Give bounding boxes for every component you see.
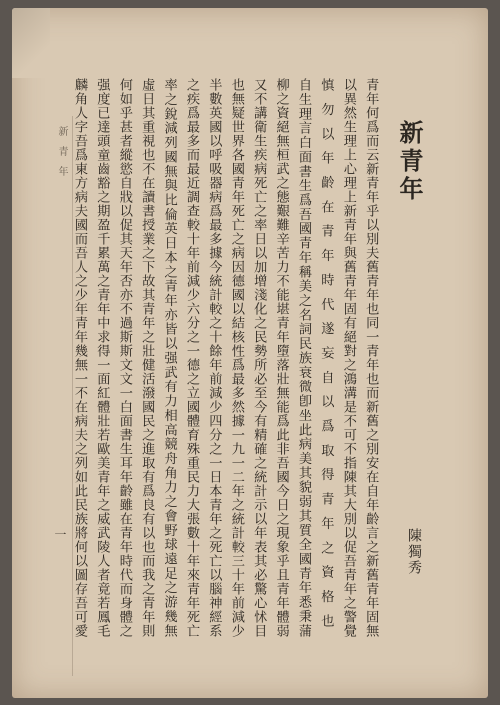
article-author: 陳獨秀 — [406, 528, 422, 576]
text-column: 麟角人字吾爲東方病夫國而吾人之少年青年幾無一不在病夫之列如此民族將何以圖存吾可愛 — [72, 78, 87, 638]
document-page — [12, 8, 488, 698]
text-column: 青年何爲而云新青年乎以別夫舊青年也同一青年也而新舊之別安在自年齡言之新舊青年固無 — [363, 78, 379, 638]
text-column: 虛日其重視也不在讀書授業之下故其青年之壯健活潑國民之進取有爲良有以也而我之青年則 — [139, 78, 155, 638]
text-column: 自生理言白面書生爲吾國青年稱美之名詞民族衰微卽坐此病美其貌弱其質全國青年悉秉蒲 — [296, 78, 311, 639]
text-column: 之疾爲最多而最近調查較十年前減少六分之一德之立國體育殊重民力大張數十年來青年死亡 — [184, 78, 199, 638]
text-column: 也無疑世界各國青年死亡之病因德國以結核性爲最多然據一九一二年之統計較三十年前減少 — [228, 78, 244, 638]
text-column: 强度已達頭童齒豁之期盈千累萬之青年中求得一面紅體壯若歐美青年之威武陵人者竟若鳳毛 — [94, 78, 110, 638]
text-column: 半數英國以呼吸器病爲最多據今統計較之十餘年前減少四分之一日本青年之死亡以腦神經系 — [206, 78, 222, 638]
text-column: 何如乎甚者縱慾自戕以促其天年否亦不過斯斯文文一白面書生耳年齡雖在青年時代而身體之 — [116, 78, 132, 638]
text-column: 慎勿以年齡在青年時代遂妄自以爲取得青年之資格也 — [318, 78, 334, 639]
text-column: 率之銳減列國無與比倫英日本之青年亦皆以强武有力相高競舟角力之會野球遠足之游幾無 — [161, 78, 177, 639]
journal-margin-label: 新青年 — [56, 126, 67, 186]
page-number: 一 — [53, 528, 67, 540]
article-title: 新青年 — [395, 120, 424, 204]
text-column: 又不講衛生疾病死亡之率日以加增淺化之民勢所必至今有精確之統計示以年表其必驚心怵目 — [251, 78, 267, 638]
text-column: 柳之資絕無桓武之態艱難辛苦力不能堪青年墮落壯無能爲此非吾國今日之現象乎且青年體弱 — [273, 78, 289, 638]
text-column: 以異然生理上心理上新青年與舊青年固有絕對之鴻溝是不可不指陳其大別以促吾青年之警覺 — [340, 78, 356, 638]
